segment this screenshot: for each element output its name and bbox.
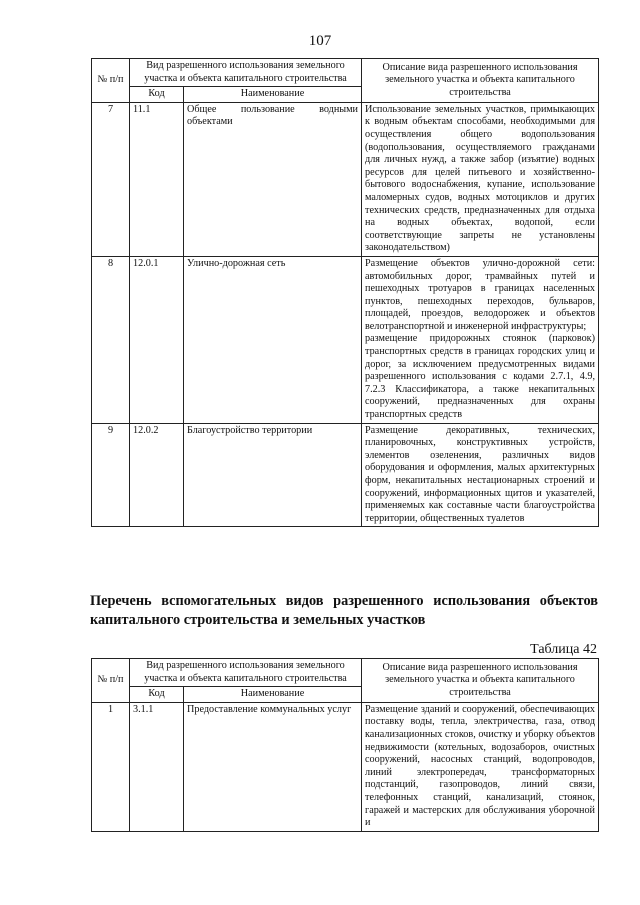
description-paragraph: Размещение объектов улично-дорожной сети: автомобильных дорог, трамвайных путей и пешеходных тротуаров в границах населенных пунктов, пешеходных переходов, бульваров, площадей, проездов, велодорожек и объектов велотранспортной и инженерной инфраструктуры; — [365, 257, 596, 332]
header-group: Вид разрешенного использования земельного участка и объекта капитального строительства — [130, 659, 362, 687]
header-num: № п/п — [92, 659, 130, 703]
description-paragraph: размещение придорожных стоянок (парковок) транспортных средств в границах городских улиц и дорог, за исключением предусмотренных видами разрешенного использования с кодами 2.7.1, 4.9, 7.2.3 Классификатора, а также некапитальных сооружений, предназначенных для охраны транспортных средств — [365, 333, 596, 421]
land-use-table-continued — [91, 58, 599, 527]
row-code: 12.0.2 — [130, 423, 184, 527]
header-code: Код — [130, 87, 184, 103]
header-code: Код — [130, 687, 184, 703]
row-description: Использование земельных участков, примыкающих к водным объектам способами, необходимыми для осуществления общего водопользования (водопользования, осуществляемого гражданами для личных нужд, а также забор (изъятие) водных ресурсов для целей питьевого и хозяйственно-бытового водоснабжения, купание, использование маломерных судов, водных мотоциклов и других технических средств, предназначенных для отдыха на водных объектах, водопой, если соответствующие запреты не установлены законодательством) — [362, 102, 599, 256]
row-name: Общее пользование водными объектами — [184, 102, 362, 256]
page-number: 107 — [308, 33, 332, 49]
row-num: 8 — [92, 256, 130, 423]
row-num: 9 — [92, 423, 130, 527]
table-row — [92, 702, 599, 831]
table-header-row — [92, 659, 599, 687]
header-name: Наименование — [184, 687, 362, 703]
table-row — [92, 102, 599, 256]
section-title: Перечень вспомогательных видов разрешенного использования объектов капитального строительства и земельных участков — [90, 593, 598, 628]
row-num: 1 — [92, 702, 130, 831]
header-description: Описание вида разрешенного использования земельного участка и объекта капитального строительства — [362, 59, 599, 103]
header-group: Вид разрешенного использования земельного участка и объекта капитального строительства — [130, 59, 362, 87]
header-name: Наименование — [184, 87, 362, 103]
auxiliary-land-use-table — [91, 658, 599, 832]
row-description: Размещение зданий и сооружений, обеспечивающих поставку воды, тепла, электричества, газа, отвод канализационных стоков, очистку и уборку объектов недвижимости (котельных, водозаборов, очистных сооружений, насосных станций, водопроводов, линий электропередач, трансформаторных подстанций, газопроводов, линий связи, телефонных станций, канализаций, стоянок, гаражей и мастерских для обслуживания уборочной и — [362, 702, 599, 831]
header-description: Описание вида разрешенного использования земельного участка и объекта капитального строительства — [362, 659, 599, 703]
row-name: Благоустройство территории — [184, 423, 362, 527]
row-code: 3.1.1 — [130, 702, 184, 831]
row-name: Улично-дорожная сеть — [184, 256, 362, 423]
header-num: № п/п — [92, 59, 130, 103]
table-row — [92, 256, 599, 423]
table-label: Таблица 42 — [530, 642, 597, 657]
row-name: Предоставление коммунальных услуг — [184, 702, 362, 831]
row-code: 11.1 — [130, 102, 184, 256]
row-code: 12.0.1 — [130, 256, 184, 423]
row-description: Размещение декоративных, технических, планировочных, конструктивных устройств, элементов озеленения, различных видов оборудования и оформления, малых архитектурных форм, некапитальных нестационарных строений и сооружений, информационных щитов и указателей, применяемых как составные части благоустройства территории, общественных туалетов — [362, 423, 599, 527]
table-header-row — [92, 59, 599, 87]
row-num: 7 — [92, 102, 130, 256]
table-row — [92, 423, 599, 527]
row-description — [362, 256, 599, 423]
